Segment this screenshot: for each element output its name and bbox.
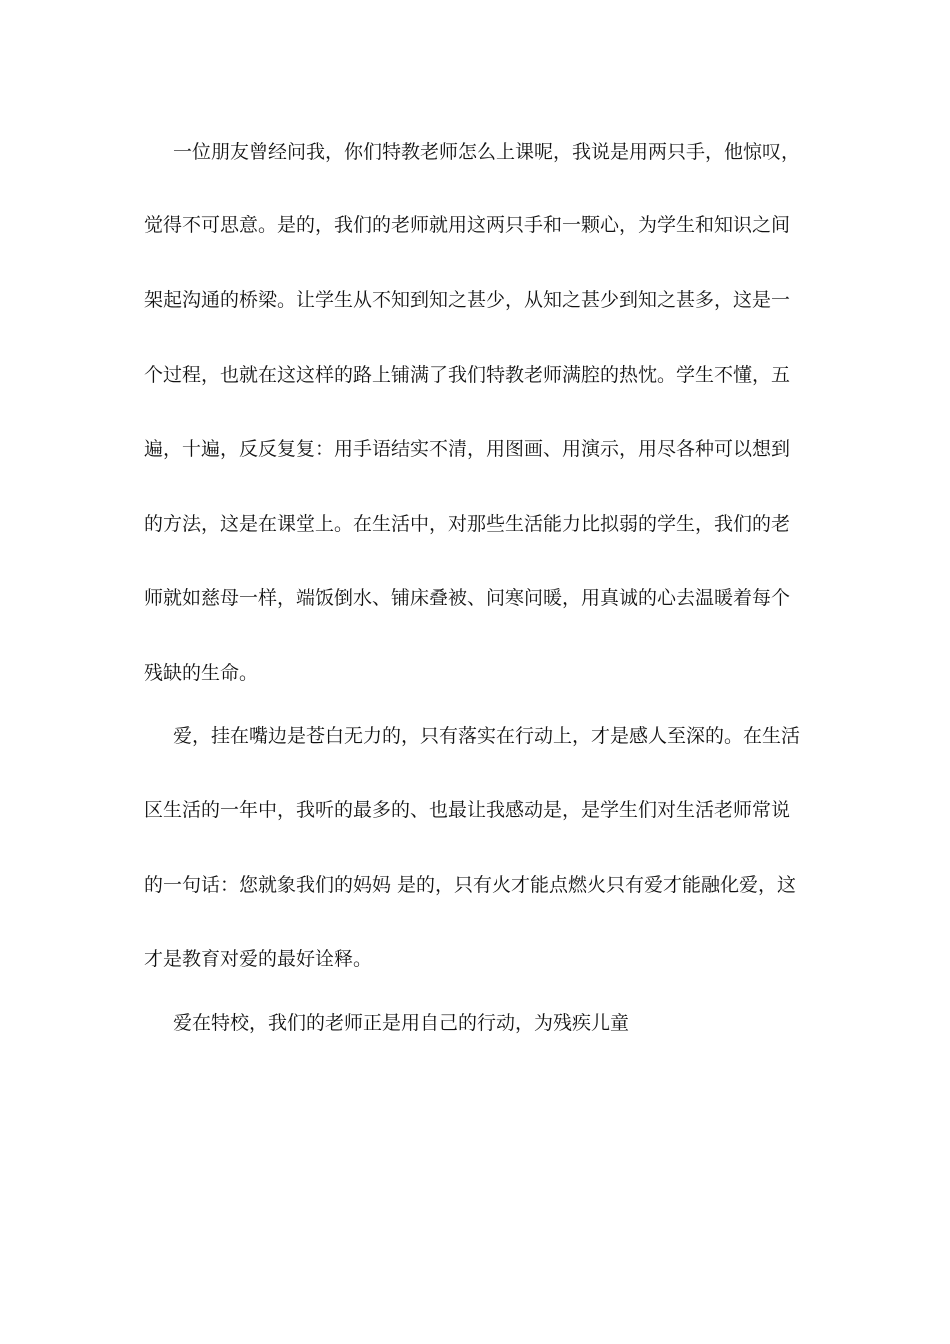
paragraph-1-line-7: 师就如慈母一样，端饭倒水、铺床叠被、问寒问暖，用真诚的心去温暖着每个 bbox=[144, 587, 791, 609]
paragraph-3-line-1: 爱在特校，我们的老师正是用自己的行动，为残疾儿童 bbox=[173, 1012, 630, 1034]
paragraph-2-line-4: 才是教育对爱的最好诠释。 bbox=[144, 948, 373, 970]
paragraph-1-line-2: 觉得不可思意。是的，我们的老师就用这两只手和一颗心，为学生和知识之间 bbox=[144, 214, 791, 236]
paragraph-1-line-3: 架起沟通的桥梁。让学生从不知到知之甚少，从知之甚少到知之甚多，这是一 bbox=[144, 289, 791, 311]
paragraph-1-line-4: 个过程，也就在这这样的路上铺满了我们特教老师满腔的热忱。学生不懂，五 bbox=[144, 364, 791, 386]
paragraph-2-line-2: 区生活的一年中，我听的最多的、也最让我感动是，是学生们对生活老师常说 bbox=[144, 799, 791, 821]
paragraph-1-line-6: 的方法，这是在课堂上。在生活中，对那些生活能力比拟弱的学生，我们的老 bbox=[144, 513, 791, 535]
paragraph-2-line-3: 的一句话：您就象我们的妈妈 是的，只有火才能点燃火只有爱才能融化爱，这 bbox=[144, 874, 797, 896]
paragraph-1-line-8: 残缺的生命。 bbox=[144, 662, 259, 684]
paragraph-2-line-1: 爱，挂在嘴边是苍白无力的，只有落实在行动上，才是感人至深的。在生活 bbox=[173, 725, 801, 747]
paragraph-1-line-1: 一位朋友曾经问我，你们特教老师怎么上课呢，我说是用两只手，他惊叹， bbox=[173, 141, 801, 163]
paragraph-1-line-5: 遍，十遍，反反复复：用手语结实不清，用图画、用演示，用尽各种可以想到 bbox=[144, 438, 791, 460]
